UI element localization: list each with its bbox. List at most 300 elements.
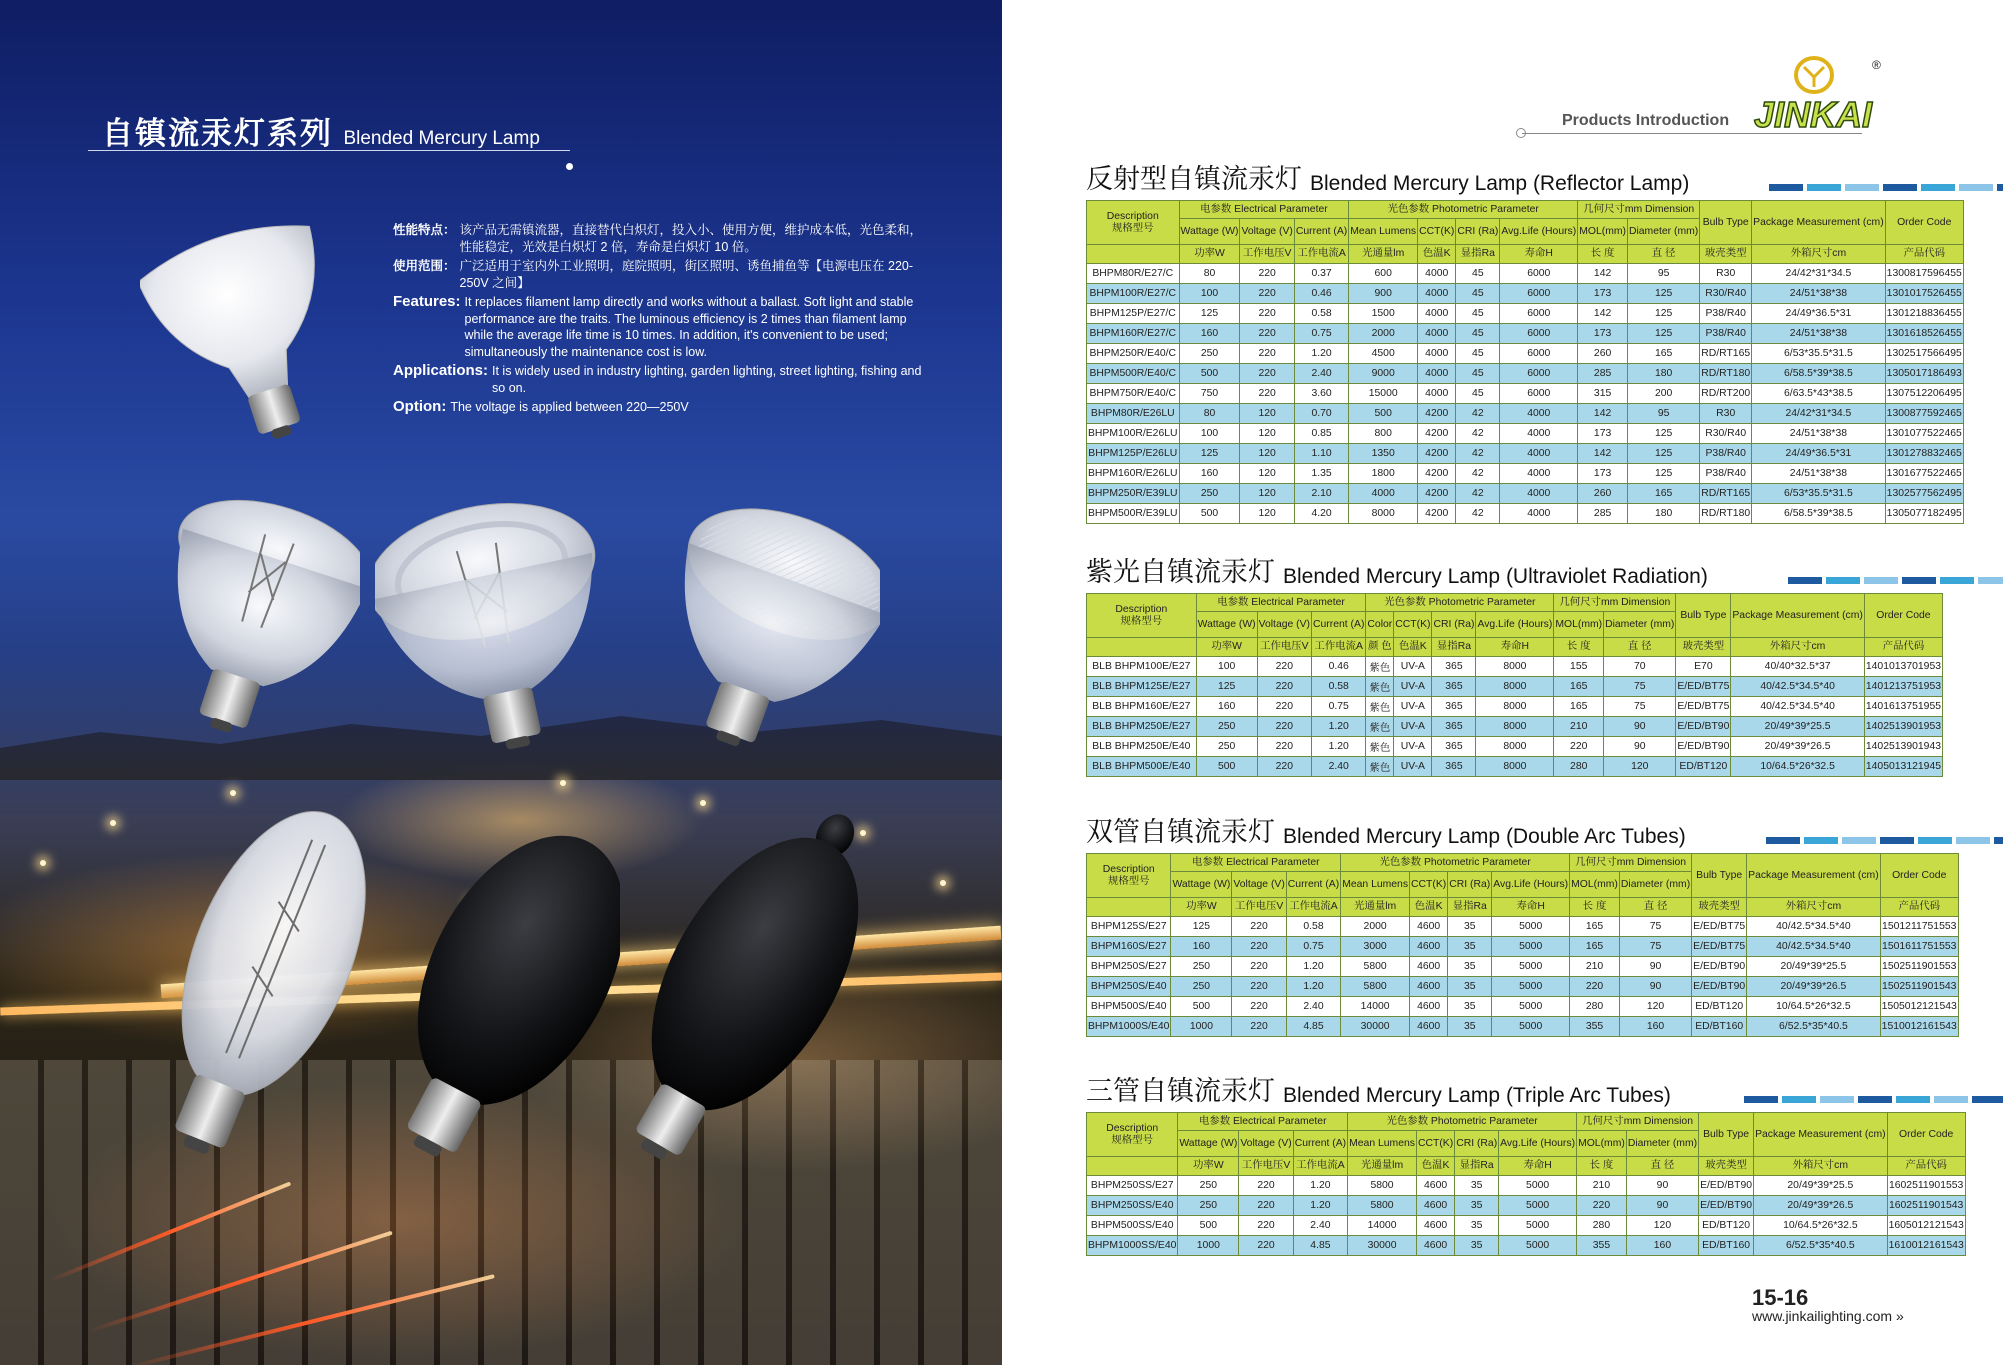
table-cell: 1505012121543 <box>1880 997 1958 1017</box>
table-cell: BHPM160R/E27/C <box>1087 324 1180 344</box>
table-cell: 4000 <box>1418 384 1456 404</box>
table-cell: 4200 <box>1418 404 1456 424</box>
table-cell: 173 <box>1578 284 1628 304</box>
section-title-cn: 三管自镇流汞灯 <box>1086 1076 1275 1106</box>
table-cell: 42 <box>1456 504 1500 524</box>
header-cri: CRI (Ra) <box>1432 612 1476 638</box>
street-light <box>860 830 866 836</box>
table-cell: 6000 <box>1500 304 1578 324</box>
header-package: Package Measurement (cm) <box>1754 1113 1888 1157</box>
table-cell: 5000 <box>1492 937 1570 957</box>
table-cell: 1300877592465 <box>1885 404 1963 424</box>
table-row <box>1087 1176 1966 1196</box>
table-cell: BHPM250SS/E27 <box>1087 1176 1178 1196</box>
table-cell: 142 <box>1578 304 1628 324</box>
header-package: Package Measurement (cm) <box>1747 854 1881 898</box>
table-cell: 250 <box>1179 484 1240 504</box>
table-cell: 365 <box>1432 717 1476 737</box>
table-row <box>1087 384 1964 404</box>
table-cell: R30/R40 <box>1700 424 1752 444</box>
table-row <box>1087 677 1943 697</box>
table-cell: R30 <box>1700 264 1752 284</box>
table-cell: 220 <box>1257 657 1311 677</box>
table-cell: 500 <box>1178 1216 1239 1236</box>
header-dimension: 几何尺寸mm Dimension <box>1578 201 1700 219</box>
table-row <box>1087 977 1959 997</box>
logo-text: JINKAI <box>1754 94 1873 135</box>
table-cell: 0.46 <box>1294 284 1348 304</box>
table-cell: 9000 <box>1349 364 1418 384</box>
table-cell: 4000 <box>1418 264 1456 284</box>
table-cell: 220 <box>1257 677 1311 697</box>
table-cell: 75 <box>1619 937 1691 957</box>
header-mol: MOL(mm) <box>1577 1131 1627 1157</box>
header-photometric: 光色参数 Photometric Parameter <box>1349 201 1578 219</box>
table-cell: 4600 <box>1410 917 1448 937</box>
table-cell: 120 <box>1240 424 1294 444</box>
table-cell: 160 <box>1179 464 1240 484</box>
table-cell: 8000 <box>1349 504 1418 524</box>
table-cell: 1305077182495 <box>1885 504 1963 524</box>
spec-table: Description 规格型号 电参数 Electrical Parameter 光色参数 Photometric Parameter 几何尺寸mm Dimension Bulb Type Package Measurement (cm) Order Code Wattage (W) Voltage (V) Current (A) Color CCT(K) CRI (Ra) Avg.Life (Hours) MOL(mm) Diameter (mm) 功率W 工作电压V 工作电流A 颜 色 色温K 显指Ra 寿命H 长 度 直 径 玻壳类型 外箱尺寸cm 产品代码 BLB BHPM100E/E27 100 220 0.46 紫色 UV-A 365 8000 155 70 E70 40/40*32.5*37 1401013701953 BLB BHPM125E/E27 125 220 0.58 紫色 UV-A 365 8000 165 75 E/ED/BT75 40/42.5*34.5*40 1401213751953 BLB BHPM160E/E27 160 220 0.75 紫色 UV-A 365 8000 165 75 E/ED/BT75 40/42.5*34.5*40 1401613751955 BLB BHPM250E/E27 250 220 1.20 紫色 UV-A 365 8000 210 90 E/ED/BT90 20/49*39*25.5 1402513901953 BLB BHPM250E/E40 250 220 1.20 紫色 UV-A 365 8000 220 90 E/ED/BT90 20/49*39*26.5 1402513901943 BLB BHPM500E/E40 500 220 2.40 紫色 UV-A 365 8000 280 120 ED/BT120 10/64.5*26*32.5 1405013121945 <box>1086 593 1943 777</box>
table-cell: 1000 <box>1171 1017 1232 1037</box>
header-mol: MOL(mm) <box>1578 219 1628 245</box>
table-cell: ED/BT120 <box>1692 997 1747 1017</box>
table-cell: 4200 <box>1418 424 1456 444</box>
table-cell: 260 <box>1578 344 1628 364</box>
table-row <box>1087 1216 1966 1236</box>
table-cell: 0.37 <box>1294 264 1348 284</box>
header-mol: MOL(mm) <box>1554 612 1604 638</box>
table-row <box>1087 757 1943 777</box>
table-row <box>1087 484 1964 504</box>
table-cell: 4000 <box>1418 284 1456 304</box>
table-cell: 35 <box>1448 917 1492 937</box>
table-cell: 35 <box>1448 1017 1492 1037</box>
table-cell: 220 <box>1257 757 1311 777</box>
table-cell: 1401613751955 <box>1864 697 1942 717</box>
header-cri: CRI (Ra) <box>1448 872 1492 898</box>
table-cell: 220 <box>1240 364 1294 384</box>
table-cell: 90 <box>1619 977 1691 997</box>
header-photometric: 光色参数 Photometric Parameter <box>1341 854 1570 872</box>
table-cell: 35 <box>1455 1216 1499 1236</box>
table-cell: 5000 <box>1492 977 1570 997</box>
table-cell: 95 <box>1627 404 1699 424</box>
table-cell: 500 <box>1179 504 1240 524</box>
table-cell: 4600 <box>1410 1017 1448 1037</box>
table-cell: 280 <box>1577 1216 1627 1236</box>
header-voltage: Voltage (V) <box>1240 219 1294 245</box>
table-cell: 2.10 <box>1294 484 1348 504</box>
table-cell: 42 <box>1456 404 1500 424</box>
header-photometric: 光色参数 Photometric Parameter <box>1348 1113 1577 1131</box>
table-cell: 120 <box>1240 444 1294 464</box>
table-cell: 1602511901543 <box>1887 1196 1965 1216</box>
header-dimension: 几何尺寸mm Dimension <box>1577 1113 1699 1131</box>
table-cell: E/ED/BT90 <box>1692 977 1747 997</box>
header-wattage: Wattage (W) <box>1178 1131 1239 1157</box>
table-cell: 0.58 <box>1312 677 1366 697</box>
table-row <box>1087 1236 1966 1256</box>
spec-table: Description 规格型号 电参数 Electrical Parameter 光色参数 Photometric Parameter 几何尺寸mm Dimension Bulb Type Package Measurement (cm) Order Code Wattage (W) Voltage (V) Current (A) Mean Lumens CCT(K) CRI (Ra) Avg.Life (Hours) MOL(mm) Diameter (mm) 功率W 工作电压V 工作电流A 光通量lm 色温K 显指Ra 寿命H 长 度 直 径 玻壳类型 外箱尺寸cm 产品代码 BHPM250SS/E27 250 220 1.20 5800 4600 35 5000 210 90 E/ED/BT90 20/49*39*25.5 1602511901553 BHPM250SS/E40 250 220 1.20 5800 4600 35 5000 220 90 E/ED/BT90 20/49*39*26.5 1602511901543 BHPM500SS/E40 500 220 2.40 14000 4600 35 5000 280 120 ED/BT120 10/64.5*26*32.5 1605012121543 BHPM1000SS/E40 1000 220 4.85 30000 4600 35 5000 355 160 ED/BT160 6/52.5*35*40.5 1610012161543 <box>1086 1112 1966 1256</box>
table-cell: 0.75 <box>1286 937 1340 957</box>
table-cell: 250 <box>1179 344 1240 364</box>
table-cell: P38/R40 <box>1700 464 1752 484</box>
table-row <box>1087 957 1959 977</box>
header-life: Avg.Life (Hours) <box>1500 219 1578 245</box>
table-cell: 165 <box>1627 484 1699 504</box>
table-row <box>1087 697 1943 717</box>
table-cell: 220 <box>1239 1176 1293 1196</box>
table-cell: 125 <box>1179 304 1240 324</box>
table-cell: 5800 <box>1348 1176 1417 1196</box>
table-cell: 42 <box>1456 424 1500 444</box>
section-stripe <box>1744 1096 2003 1103</box>
table-cell: 4000 <box>1500 444 1578 464</box>
table-cell: 紫色 <box>1366 737 1394 757</box>
table-cell: 280 <box>1570 997 1620 1017</box>
table-cell: 42 <box>1456 464 1500 484</box>
table-cell: 125 <box>1179 444 1240 464</box>
header-bulb-type: Bulb Type <box>1700 201 1752 245</box>
table-cell: 5000 <box>1499 1176 1577 1196</box>
table-cell: E/ED/BT75 <box>1692 917 1747 937</box>
table-cell: 0.58 <box>1286 917 1340 937</box>
table-cell: 1301077522465 <box>1885 424 1963 444</box>
table-cell: UV-A <box>1394 697 1432 717</box>
table-row <box>1087 657 1943 677</box>
table-cell: BLB BHPM250E/E40 <box>1087 737 1197 757</box>
table-cell: 24/51*38*38 <box>1752 424 1886 444</box>
table-cell: BLB BHPM500E/E40 <box>1087 757 1197 777</box>
table-cell: 0.70 <box>1294 404 1348 424</box>
table-cell: 220 <box>1232 957 1286 977</box>
table-cell: R30 <box>1700 404 1752 424</box>
table-cell: 1.20 <box>1312 717 1366 737</box>
info-applications-en: Applications: It is widely used in industry lighting, garden lighting, street lighting, fishing and so on. <box>393 362 922 395</box>
table-cell: 125 <box>1196 677 1257 697</box>
table-cell: 5000 <box>1492 957 1570 977</box>
table-cell: 1301218836455 <box>1885 304 1963 324</box>
spec-section <box>1086 553 1943 777</box>
table-cell: 5800 <box>1341 977 1410 997</box>
spec-section <box>1086 1072 1966 1256</box>
table-cell: 24/51*38*38 <box>1752 284 1886 304</box>
table-cell: 4000 <box>1500 504 1578 524</box>
table-cell: 8000 <box>1476 737 1554 757</box>
table-cell: 8000 <box>1476 677 1554 697</box>
table-cell: 160 <box>1626 1236 1698 1256</box>
table-cell: 250 <box>1171 977 1232 997</box>
table-cell: 600 <box>1349 264 1418 284</box>
header-bulb-type: Bulb Type <box>1676 594 1731 638</box>
table-cell: 125 <box>1627 324 1699 344</box>
page-title-cn: 自镇流汞灯系列 <box>102 116 333 151</box>
table-cell: 8000 <box>1476 657 1554 677</box>
table-cell: 1.20 <box>1312 737 1366 757</box>
table-cell: 220 <box>1240 384 1294 404</box>
table-cell: 125 <box>1627 464 1699 484</box>
table-cell: 220 <box>1232 977 1286 997</box>
table-row <box>1087 917 1959 937</box>
right-page <box>1002 0 2003 1365</box>
table-cell: 220 <box>1239 1216 1293 1236</box>
table-cell: 1.20 <box>1293 1196 1347 1216</box>
website-link[interactable]: www.jinkailighting.com » <box>1752 1308 1904 1324</box>
header-order-code: Order Code <box>1880 854 1958 898</box>
table-cell: 5000 <box>1492 1017 1570 1037</box>
table-cell: 4000 <box>1418 344 1456 364</box>
street-light <box>560 780 566 786</box>
table-cell: 20/49*39*26.5 <box>1747 977 1881 997</box>
section-title-cn: 双管自镇流汞灯 <box>1086 817 1275 847</box>
table-cell: 2.40 <box>1293 1216 1347 1236</box>
table-cell: 10/64.5*26*32.5 <box>1747 997 1881 1017</box>
table-cell: 45 <box>1456 264 1500 284</box>
table-cell: 14000 <box>1348 1216 1417 1236</box>
table-cell: 80 <box>1179 264 1240 284</box>
table-cell: 160 <box>1196 697 1257 717</box>
table-cell: 210 <box>1577 1176 1627 1196</box>
table-cell: 165 <box>1554 697 1604 717</box>
table-cell: 1402513901943 <box>1864 737 1942 757</box>
table-cell: 5000 <box>1499 1196 1577 1216</box>
table-cell: 800 <box>1349 424 1418 444</box>
table-cell: 6/52.5*35*40.5 <box>1747 1017 1881 1037</box>
table-cell: 5000 <box>1492 917 1570 937</box>
table-cell: 1300817596455 <box>1885 264 1963 284</box>
table-cell: 42 <box>1456 484 1500 504</box>
table-cell: 100 <box>1196 657 1257 677</box>
header-dimension: 几何尺寸mm Dimension <box>1554 594 1676 612</box>
header-color: Color <box>1366 612 1394 638</box>
table-cell: 6000 <box>1500 344 1578 364</box>
section-stripe <box>1788 577 2003 584</box>
header-order-code: Order Code <box>1887 1113 1965 1157</box>
table-cell: 220 <box>1257 697 1311 717</box>
table-cell: UV-A <box>1394 757 1432 777</box>
spec-table: Description 规格型号 电参数 Electrical Parameter 光色参数 Photometric Parameter 几何尺寸mm Dimension Bulb Type Package Measurement (cm) Order Code Wattage (W) Voltage (V) Current (A) Mean Lumens CCT(K) CRI (Ra) Avg.Life (Hours) MOL(mm) Diameter (mm) 功率W 工作电压V 工作电流A 光通量lm 色温K 显指Ra 寿命H 长 度 直 径 玻壳类型 外箱尺寸cm 产品代码 BHPM80R/E27/C 80 220 0.37 600 4000 45 6000 142 95 R30 24/42*31*34.5 1300817596455 BHPM100R/E27/C 100 220 0.46 900 4000 45 6000 173 125 R30/R40 24/51*38*38 1301017526455 BHPM125P/E27/C 125 220 0.58 1500 4000 45 6000 142 125 P38/R40 24/49*36.5*31 1301218836455 BHPM160R/E27/C 160 220 0.75 2000 4000 45 6000 173 125 P38/R40 24/51*38*38 1301618526455 BHPM250R/E40/C 250 220 1.20 4500 4000 45 6000 260 165 RD/RT165 6/53*35.5*31.5 1302517566495 BHPM500R/E40/C 500 220 2.40 9000 4000 45 6000 285 180 RD/RT180 6/58.5*39*38.5 1305017186493 BHPM750R/E40/C 750 220 3.60 15000 4000 45 6000 315 200 RD/RT200 6/63.5*43*38.5 1307512206495 BHPM80R/E26LU 80 120 0.70 500 4200 42 4000 142 95 R30 24/42*31*34.5 1300877592465 BHPM100R/E26LU 100 120 0.85 800 4200 42 4000 173 125 R30/R40 24/51*38*38 1301077522465 BHPM125P/E26LU 125 120 1.10 1350 4200 42 4000 142 125 P38/R40 24/49*36.5*31 1301278832465 BHPM160R/E26LU 160 120 1.35 1800 4200 42 4000 173 125 P38/R40 24/51*38*38 1301677522465 BHPM250R/E39LU 250 120 2.10 4000 4200 42 4000 260 165 RD/RT165 6/53*35.5*31.5 1302577562495 BHPM500R/E39LU 500 120 4.20 8000 4200 42 4000 285 180 RD/RT180 6/58.5*39*38.5 1305077182495 <box>1086 200 1964 524</box>
table-cell: RD/RT180 <box>1700 504 1752 524</box>
table-cell: 120 <box>1604 757 1676 777</box>
table-cell: 1301618526455 <box>1885 324 1963 344</box>
table-cell: 500 <box>1349 404 1418 424</box>
table-row <box>1087 464 1964 484</box>
table-cell: 1602511901553 <box>1887 1176 1965 1196</box>
header-voltage: Voltage (V) <box>1257 612 1311 638</box>
header-package: Package Measurement (cm) <box>1752 201 1886 245</box>
table-cell: 142 <box>1578 444 1628 464</box>
header-cct: CCT(K) <box>1410 872 1448 898</box>
table-cell: ED/BT160 <box>1692 1017 1747 1037</box>
table-cell: 6000 <box>1500 284 1578 304</box>
table-cell: BHPM500R/E39LU <box>1087 504 1180 524</box>
table-cell: 1405013121945 <box>1864 757 1942 777</box>
table-cell: 180 <box>1627 504 1699 524</box>
table-cell: 2.40 <box>1286 997 1340 1017</box>
table-cell: 0.85 <box>1294 424 1348 444</box>
table-cell: 4.20 <box>1294 504 1348 524</box>
table-cell: 500 <box>1179 364 1240 384</box>
info-features-cn: 性能特点： 该产品无需镇流器，直接替代白炽灯，投入小、使用方便，维护成本低，光色柔和，性能稳定，光效是白炽灯 2 倍，寿命是白炽灯 10 倍。 <box>393 223 923 254</box>
table-cell: P38/R40 <box>1700 304 1752 324</box>
table-cell: 120 <box>1240 504 1294 524</box>
table-cell: E/ED/BT75 <box>1692 937 1747 957</box>
table-cell: 160 <box>1179 324 1240 344</box>
section-title-cn: 紫光自镇流汞灯 <box>1086 557 1275 587</box>
table-cell: ED/BT120 <box>1699 1216 1754 1236</box>
table-cell: 6000 <box>1500 384 1578 404</box>
table-cell: 4200 <box>1418 484 1456 504</box>
table-row <box>1087 404 1964 424</box>
products-introduction-label: Products Introduction <box>1562 112 1730 129</box>
table-cell: 45 <box>1456 344 1500 364</box>
table-cell: BHPM125S/E27 <box>1087 917 1171 937</box>
table-cell: 220 <box>1232 917 1286 937</box>
table-cell: 1.10 <box>1294 444 1348 464</box>
table-cell: 5800 <box>1341 957 1410 977</box>
table-cell: 180 <box>1627 364 1699 384</box>
table-cell: E/ED/BT90 <box>1676 717 1731 737</box>
header-current: Current (A) <box>1286 872 1340 898</box>
header-wattage: Wattage (W) <box>1171 872 1232 898</box>
table-cell: 200 <box>1627 384 1699 404</box>
table-cell: 20/49*39*25.5 <box>1754 1176 1888 1196</box>
table-cell: BHPM100R/E27/C <box>1087 284 1180 304</box>
table-cell: 500 <box>1196 757 1257 777</box>
table-cell: 220 <box>1570 977 1620 997</box>
black-light-bulb-image <box>380 800 620 1220</box>
black-light-bulb-tall-image <box>620 780 860 1220</box>
table-cell: 24/42*31*34.5 <box>1752 264 1886 284</box>
table-cell: 5000 <box>1499 1216 1577 1236</box>
table-cell: BHPM500SS/E40 <box>1087 1216 1178 1236</box>
table-cell: 45 <box>1456 284 1500 304</box>
table-cell: 120 <box>1626 1216 1698 1236</box>
table-cell: 4600 <box>1410 937 1448 957</box>
header-description: Description 规格型号 <box>1087 1113 1178 1157</box>
section-title-en: Blended Mercury Lamp (Reflector Lamp) <box>1310 172 1690 195</box>
table-cell: 1350 <box>1349 444 1418 464</box>
table-cell: UV-A <box>1394 657 1432 677</box>
table-cell: 220 <box>1554 737 1604 757</box>
table-cell: 4600 <box>1416 1176 1454 1196</box>
table-cell: 120 <box>1240 464 1294 484</box>
table-cell: 8000 <box>1476 757 1554 777</box>
table-cell: 80 <box>1179 404 1240 424</box>
table-cell: 165 <box>1627 344 1699 364</box>
table-cell: RD/RT165 <box>1700 344 1752 364</box>
table-cell: BHPM125P/E26LU <box>1087 444 1180 464</box>
header-mol: MOL(mm) <box>1570 872 1620 898</box>
table-cell: BHPM80R/E27/C <box>1087 264 1180 284</box>
table-cell: 220 <box>1240 304 1294 324</box>
section-stripe <box>1766 837 2003 844</box>
header-bulb-type: Bulb Type <box>1699 1113 1754 1157</box>
table-cell: BHPM125P/E27/C <box>1087 304 1180 324</box>
table-cell: 3.60 <box>1294 384 1348 404</box>
table-cell: 4000 <box>1418 324 1456 344</box>
table-cell: 75 <box>1604 677 1676 697</box>
table-cell: 173 <box>1578 464 1628 484</box>
header-voltage: Voltage (V) <box>1239 1131 1293 1157</box>
table-cell: 315 <box>1578 384 1628 404</box>
table-cell: BHPM80R/E26LU <box>1087 404 1180 424</box>
table-cell: 14000 <box>1341 997 1410 1017</box>
table-cell: 1510012161543 <box>1880 1017 1958 1037</box>
table-cell: 220 <box>1232 937 1286 957</box>
table-cell: 0.46 <box>1312 657 1366 677</box>
table-cell: 142 <box>1578 404 1628 424</box>
header-cct: CCT(K) <box>1394 612 1432 638</box>
table-cell: 250 <box>1171 957 1232 977</box>
table-cell: 1301278832465 <box>1885 444 1963 464</box>
header-dimension: 几何尺寸mm Dimension <box>1570 854 1692 872</box>
table-cell: BLB BHPM250E/E27 <box>1087 717 1197 737</box>
table-cell: 40/42.5*34.5*40 <box>1731 697 1865 717</box>
table-row <box>1087 304 1964 324</box>
table-cell: BHPM250R/E40/C <box>1087 344 1180 364</box>
table-cell: 70 <box>1604 657 1676 677</box>
table-cell: 20/49*39*26.5 <box>1754 1196 1888 1216</box>
table-cell: ED/BT160 <box>1699 1236 1754 1256</box>
table-cell: 1501611751553 <box>1880 937 1958 957</box>
header-lumens: Mean Lumens <box>1341 872 1410 898</box>
table-cell: 35 <box>1455 1176 1499 1196</box>
table-cell: 30000 <box>1341 1017 1410 1037</box>
header-description: Description 规格型号 <box>1087 201 1180 245</box>
table-row <box>1087 997 1959 1017</box>
table-cell: 4000 <box>1500 404 1578 424</box>
table-cell: 120 <box>1240 484 1294 504</box>
info-applications-cn: 使用范围： 广泛适用于室内外工业照明，庭院照明，街区照明、诱鱼捕鱼等【电源电压在 220-250V 之间】 <box>393 259 914 290</box>
table-cell: 155 <box>1554 657 1604 677</box>
table-cell: 8000 <box>1476 697 1554 717</box>
table-cell: 1.20 <box>1294 344 1348 364</box>
header-cri: CRI (Ra) <box>1456 219 1500 245</box>
table-cell: 1307512206495 <box>1885 384 1963 404</box>
table-cell: 220 <box>1232 997 1286 1017</box>
table-cell: 4600 <box>1416 1236 1454 1256</box>
reflector-bulb-image <box>140 210 360 460</box>
table-cell: BHPM160R/E26LU <box>1087 464 1180 484</box>
page-title-en: Blended Mercury Lamp <box>343 128 540 149</box>
table-cell: 1502511901553 <box>1880 957 1958 977</box>
header-wattage: Wattage (W) <box>1179 219 1240 245</box>
table-cell: 1.20 <box>1286 977 1340 997</box>
table-cell: E/ED/BT75 <box>1676 677 1731 697</box>
table-cell: 4600 <box>1410 957 1448 977</box>
registered-mark: ® <box>1872 58 1881 72</box>
table-cell: 125 <box>1627 444 1699 464</box>
table-cell: 1.20 <box>1293 1176 1347 1196</box>
table-row <box>1087 937 1959 957</box>
table-cell: 220 <box>1240 324 1294 344</box>
table-cell: 35 <box>1455 1236 1499 1256</box>
table-cell: 35 <box>1448 997 1492 1017</box>
table-cell: 220 <box>1240 344 1294 364</box>
table-cell: 90 <box>1604 737 1676 757</box>
table-cell: 20/49*39*25.5 <box>1731 717 1865 737</box>
table-cell: 4200 <box>1418 444 1456 464</box>
table-cell: 142 <box>1578 264 1628 284</box>
table-cell: E/ED/BT90 <box>1692 957 1747 977</box>
table-cell: 6/52.5*35*40.5 <box>1754 1236 1888 1256</box>
table-cell: 165 <box>1570 937 1620 957</box>
table-cell: BHPM500S/E40 <box>1087 997 1171 1017</box>
table-cell: 0.58 <box>1294 304 1348 324</box>
